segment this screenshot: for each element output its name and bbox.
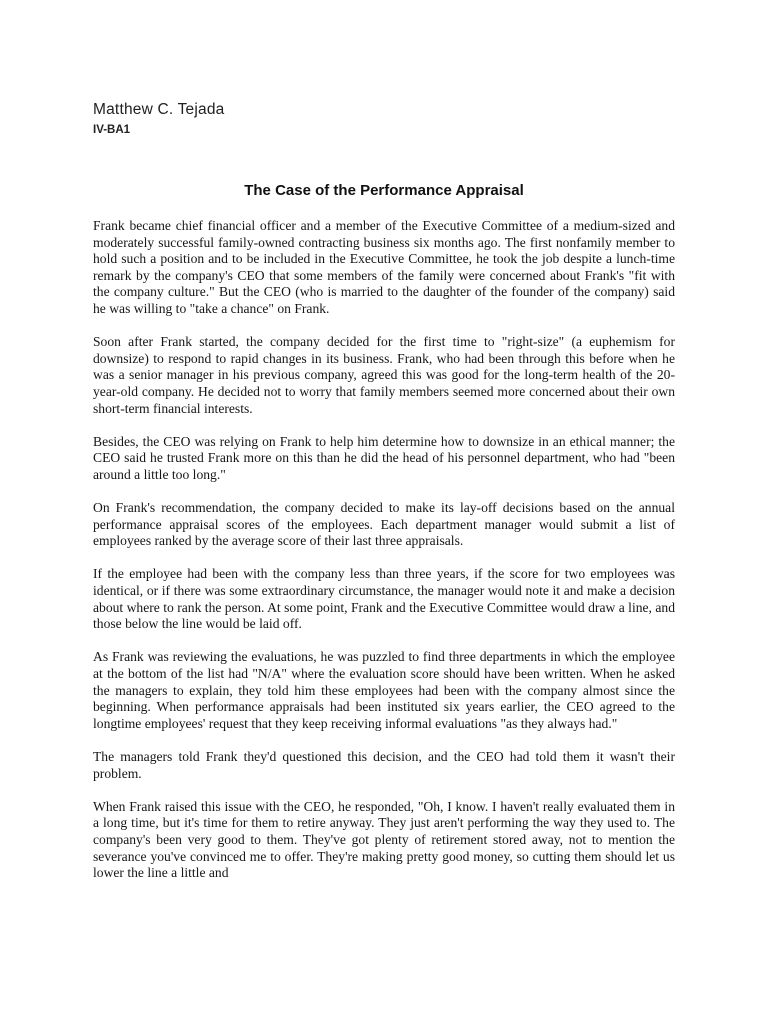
paragraph-5: If the employee had been with the company less than three years, if the score for two employees was identical, or if there was some extraordinary circumstance, the manager would note it and make a decision about where to rank the person. At some point, Frank and the Executive Committee would draw a line, and those below the line would be laid off. <box>93 566 675 632</box>
paragraph-7: The managers told Frank they'd questioned this decision, and the CEO had told them it wasn't their problem. <box>93 749 675 781</box>
paragraph-4: On Frank's recommendation, the company decided to make its lay-off decisions based on the annual performance appraisal scores of the employees. Each department manager would submit a list of employees ranked by the average score of their last three appraisals. <box>93 500 675 549</box>
paragraph-1: Frank became chief financial officer and a member of the Executive Committee of a medium-sized and moderately successful family-owned contracting business six months ago. The first nonfamily member to hold such a position and to be included in the Executive Committee, he took the job despite a lunch-time remark by the company's CEO that some members of the family were concerned about Frank's "fit with the company culture." But the CEO (who is married to the daughter of the founder of the company) said he was willing to "take a chance" on Frank. <box>93 218 675 316</box>
paragraph-3: Besides, the CEO was relying on Frank to help him determine how to downsize in an ethical manner; the CEO said he trusted Frank more on this than he did the head of his personnel department, who had "been around a little too long." <box>93 433 675 482</box>
document-body <box>93 218 675 898</box>
paragraph-6: As Frank was reviewing the evaluations, he was puzzled to find three departments in which the employee at the bottom of the list had "N/A" where the evaluation score should have been written. When he asked the managers to explain, they told him these employees had been with the company almost since the beginning. When performance appraisals had been instituted six years earlier, the CEO agreed to the longtime employees' request that they keep receiving informal evaluations "as they always had." <box>93 649 675 731</box>
paragraph-2: Soon after Frank started, the company decided for the first time to "right-size" (a euphemism for downsize) to respond to rapid changes in its business. Frank, who had been through this before when he was a senior manager in his previous company, agreed this was good for the long-term health of the 20-year-old company. He decided not to worry that family members seemed more concerned about their own short-term financial interests. <box>93 334 675 416</box>
class-section: IV-BA1 <box>93 124 131 136</box>
paragraph-8: When Frank raised this issue with the CEO, he responded, "Oh, I know. I haven't really evaluated them in a long time, but it's time for them to retire anyway. They just aren't performing the way they used to. The company's been very good to them. They've got plenty of retirement stored away, not to mention the severance you've convinced me to offer. They're making pretty good money, so cutting them should let us lower the line a little and <box>93 798 675 881</box>
author-name: Matthew C. Tejada <box>93 101 225 118</box>
document-title: The Case of the Performance Appraisal <box>244 182 524 199</box>
